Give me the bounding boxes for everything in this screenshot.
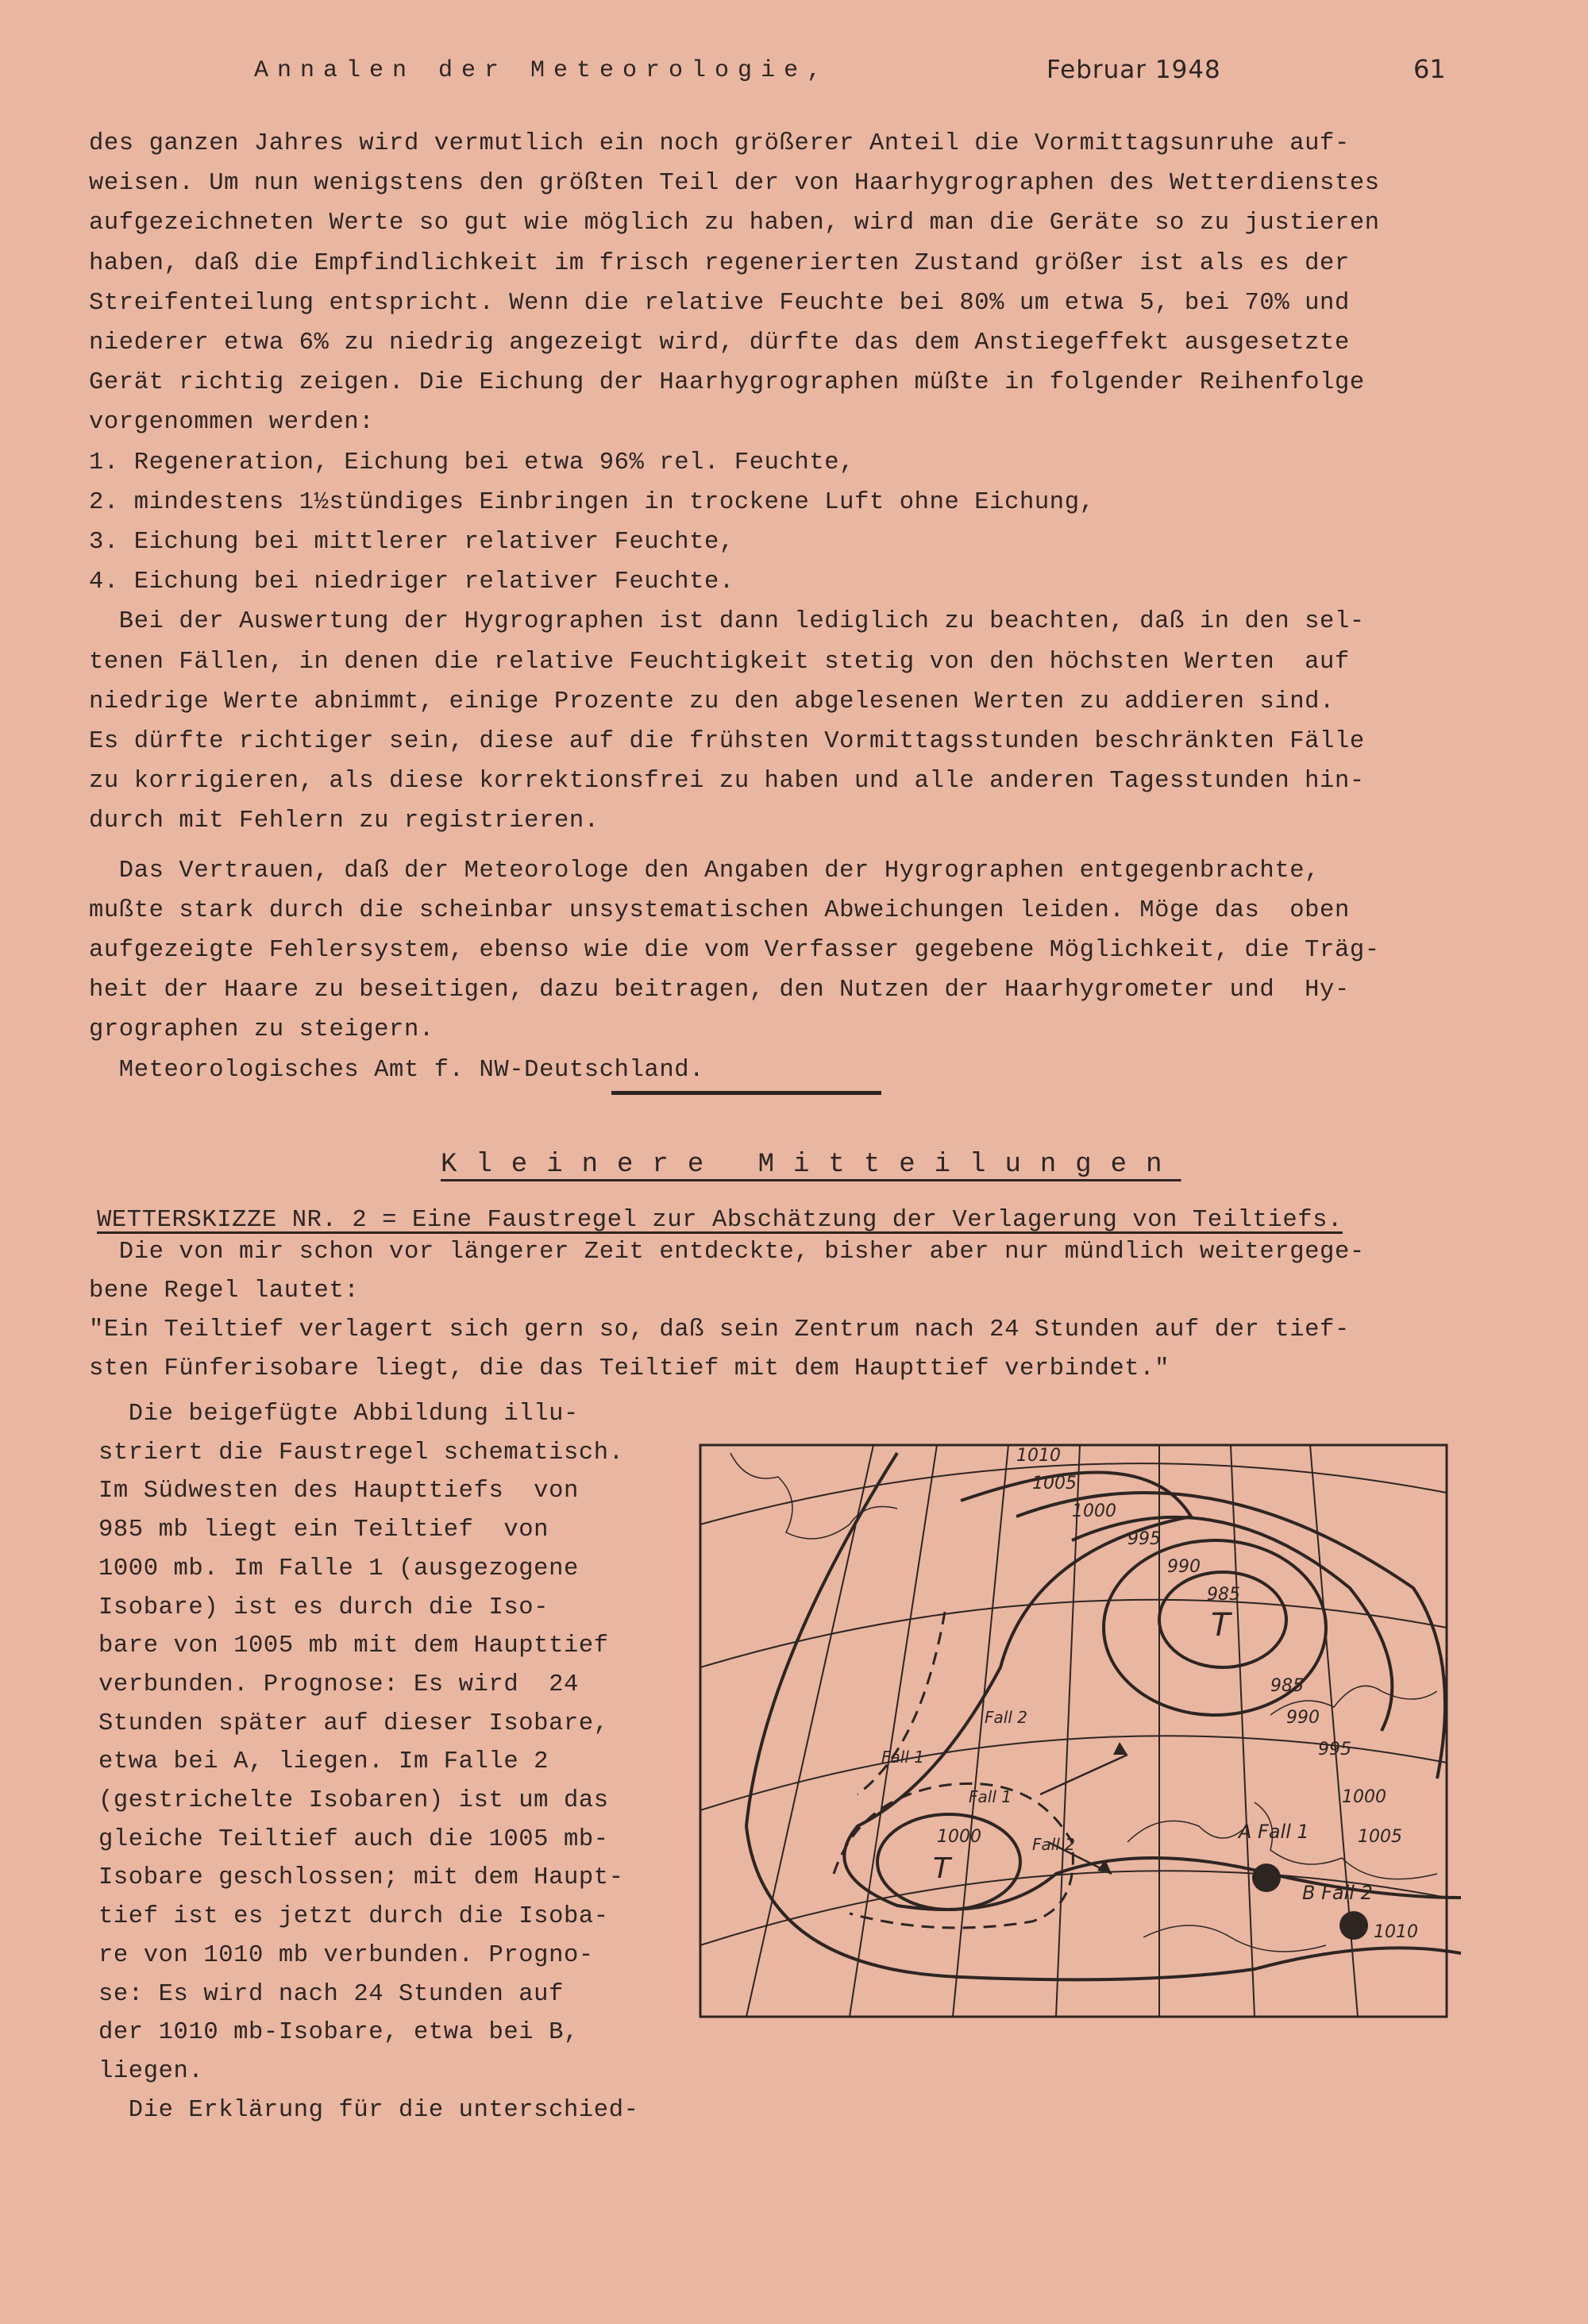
body-line: durch mit Fehlern zu registrieren. <box>89 807 599 835</box>
motion-arrow <box>1040 1755 1127 1794</box>
body-line: Bei der Auswertung der Hygrographen ist dann lediglich zu beachten, daß in den sel- <box>89 608 1365 636</box>
column-line: (gestrichelte Isobaren) ist um das <box>98 1787 609 1814</box>
isobar-label: 995 <box>1318 1740 1351 1759</box>
isobar-label: 1010 <box>1016 1446 1061 1466</box>
meridian-line <box>850 1445 937 2017</box>
coastline <box>1127 1821 1247 1842</box>
body-line: zu korrigieren, als diese korrektionsfrei zu haben und alle anderen Tagesstunden hin- <box>89 768 1365 796</box>
isobar-fall2-dashed <box>834 1783 1073 1928</box>
weather-map-figure <box>699 1429 1461 2048</box>
point-a-marker <box>1252 1863 1281 1892</box>
body-line: des ganzen Jahres wird vermutlich ein noch größerer Anteil die Vormittagsunruhe auf- <box>89 130 1350 157</box>
column-line: verbunden. Prognose: Es wird 24 <box>98 1671 579 1698</box>
isobar-995 <box>1072 1517 1392 1731</box>
column-line: se: Es wird nach 24 Stunden auf <box>98 1980 564 2008</box>
section-divider <box>611 1091 881 1095</box>
section-title: Kleinere Mitteilungen <box>441 1150 1181 1180</box>
column-line: der 1010 mb-Isobare, etwa bei B, <box>98 2019 579 2047</box>
body-line: niedrige Werte abnimmt, einige Prozente zu den abgelesenen Werten zu addieren sind. <box>89 688 1335 715</box>
body-line: tenen Fällen, in denen die relative Feuchtigkeit stetig von den höchsten Werten auf <box>89 648 1350 676</box>
column-line: Isobare geschlossen; mit dem Haupt- <box>98 1864 624 1892</box>
body-line: mußte stark durch die scheinbar unsystematischen Abweichungen leiden. Möge das oben <box>89 896 1350 924</box>
body-line: aufgezeichneten Werte so gut wie möglich zu haben, wird man die Geräte so zu justieren <box>89 210 1380 237</box>
section-line: Die von mir schon vor längerer Zeit entdeckte, bisher aber nur mündlich weitergege- <box>89 1239 1365 1266</box>
column-line: striert die Faustregel schematisch. <box>98 1439 624 1466</box>
isobar-label: 985 <box>1207 1585 1240 1605</box>
body-line: Meteorologisches Amt f. NW-Deutschland. <box>89 1056 705 1084</box>
case-label: Fall 2 <box>1032 1835 1075 1854</box>
sub-low-symbol: T <box>933 1852 950 1885</box>
column-line: gleiche Teiltief auch die 1005 mb- <box>98 1825 609 1853</box>
body-line: haben, daß die Empfindlichkeit im frisch regenerierten Zustand größer ist als es der <box>89 249 1350 277</box>
body-line: Es dürfte richtiger sein, diese auf die frühsten Vormittagsstunden beschränkten Fälle <box>89 728 1365 755</box>
main-low-symbol: T <box>1211 1607 1231 1644</box>
isobar-label: 985 <box>1270 1676 1304 1696</box>
case-label: Fall 1 <box>881 1748 924 1767</box>
isobar-label: 995 <box>1127 1529 1161 1549</box>
column-line: tief ist es jetzt durch die Isoba- <box>98 1903 609 1931</box>
isobar-label: 990 <box>1286 1708 1320 1728</box>
point-a-label: A Fall 1 <box>1239 1821 1309 1843</box>
column-line: etwa bei A, liegen. Im Falle 2 <box>98 1748 549 1776</box>
point-b-marker <box>1339 1911 1368 1940</box>
journal-title: Annalen der Meteorologie, <box>254 57 831 84</box>
page-number: 61 <box>1413 54 1446 84</box>
issue-date: Februar 1948 <box>1046 56 1221 84</box>
body-line: grographen zu steigern. <box>89 1016 434 1044</box>
body-line: 2. mindestens 1½stündiges Einbringen in trockene Luft ohne Eichung, <box>89 488 1095 516</box>
body-line: 1. Regeneration, Eichung bei etwa 96% rel. Feuchte, <box>89 449 855 476</box>
section-line: "Ein Teiltief verlagert sich gern so, daß sein Zentrum nach 24 Stunden auf der tief- <box>89 1316 1350 1343</box>
section-line: sten Fünferisobare liegt, die das Teiltief mit dem Haupttief verbindet." <box>89 1355 1170 1382</box>
isobar-label: 1000 <box>1072 1501 1116 1521</box>
body-line: Das Vertrauen, daß der Meteorologe den Angaben der Hygrographen entgegenbrachte, <box>89 857 1320 885</box>
isobar-label: 1005 <box>1032 1474 1077 1493</box>
isobar-label: 1000 <box>1342 1787 1386 1807</box>
body-line: heit der Haare zu beseitigen, dazu beitragen, den Nutzen der Haarhygrometer und Hy- <box>89 977 1350 1004</box>
column-line: Isobare) ist es durch die Iso- <box>98 1594 549 1621</box>
body-line: vorgenommen werden: <box>89 409 375 437</box>
coastline <box>1143 1925 1326 1952</box>
column-line: 985 mb liegt ein Teiltief von <box>98 1517 549 1544</box>
body-line: Gerät richtig zeigen. Die Eichung der Haarhygrographen müßte in folgender Reihenfolge <box>89 369 1365 397</box>
isobar-label: 1010 <box>1374 1922 1418 1942</box>
isobar-label: 1000 <box>937 1827 981 1847</box>
column-line: Im Südwesten des Haupttiefs von <box>98 1478 579 1505</box>
column-line: 1000 mb. Im Falle 1 (ausgezogene <box>98 1555 579 1582</box>
isobar-label: 1005 <box>1358 1827 1402 1847</box>
isobar-label: 990 <box>1167 1557 1201 1577</box>
body-line: aufgezeigte Fehlersystem, ebenso wie die vom Verfasser gegebene Möglichkeit, die Träg- <box>89 937 1380 964</box>
body-line: weisen. Um nun wenigstens den größten Teil der von Haarhygrographen des Wetterdienstes <box>89 170 1380 198</box>
column-line: re von 1010 mb verbunden. Progno- <box>98 1941 594 1969</box>
case-label: Fall 2 <box>985 1708 1027 1727</box>
sketch-title: WETTERSKIZZE NR. 2 = Eine Faustregel zur Abschätzung der Verlagerung von Teiltiefs. <box>97 1207 1343 1234</box>
column-line: Die Erklärung für die unterschied- <box>98 2096 639 2124</box>
section-line: bene Regel lautet: <box>89 1278 360 1305</box>
column-line: Stunden später auf dieser Isobare, <box>98 1709 609 1737</box>
arrow-head <box>1113 1742 1127 1755</box>
column-line: Die beigefügte Abbildung illu- <box>98 1401 579 1428</box>
body-line: 3. Eichung bei mittlerer relativer Feuchte, <box>89 529 734 556</box>
meridian-line <box>1056 1445 1080 2017</box>
body-line: niederer etwa 6% zu niedrig angezeigt wird, dürfte das dem Anstiegeffekt ausgesetzte <box>89 330 1350 357</box>
body-line: Streifenteilung entspricht. Wenn die relative Feuchte bei 80% um etwa 5, bei 70% und <box>89 289 1350 317</box>
column-line: bare von 1005 mb mit dem Haupttief <box>98 1632 609 1660</box>
case-label: Fall 1 <box>969 1787 1012 1806</box>
body-line: 4. Eichung bei niedriger relativer Feuchte. <box>89 568 734 596</box>
column-line: liegen. <box>98 2057 204 2085</box>
point-b-label: B Fall 2 <box>1302 1882 1373 1904</box>
